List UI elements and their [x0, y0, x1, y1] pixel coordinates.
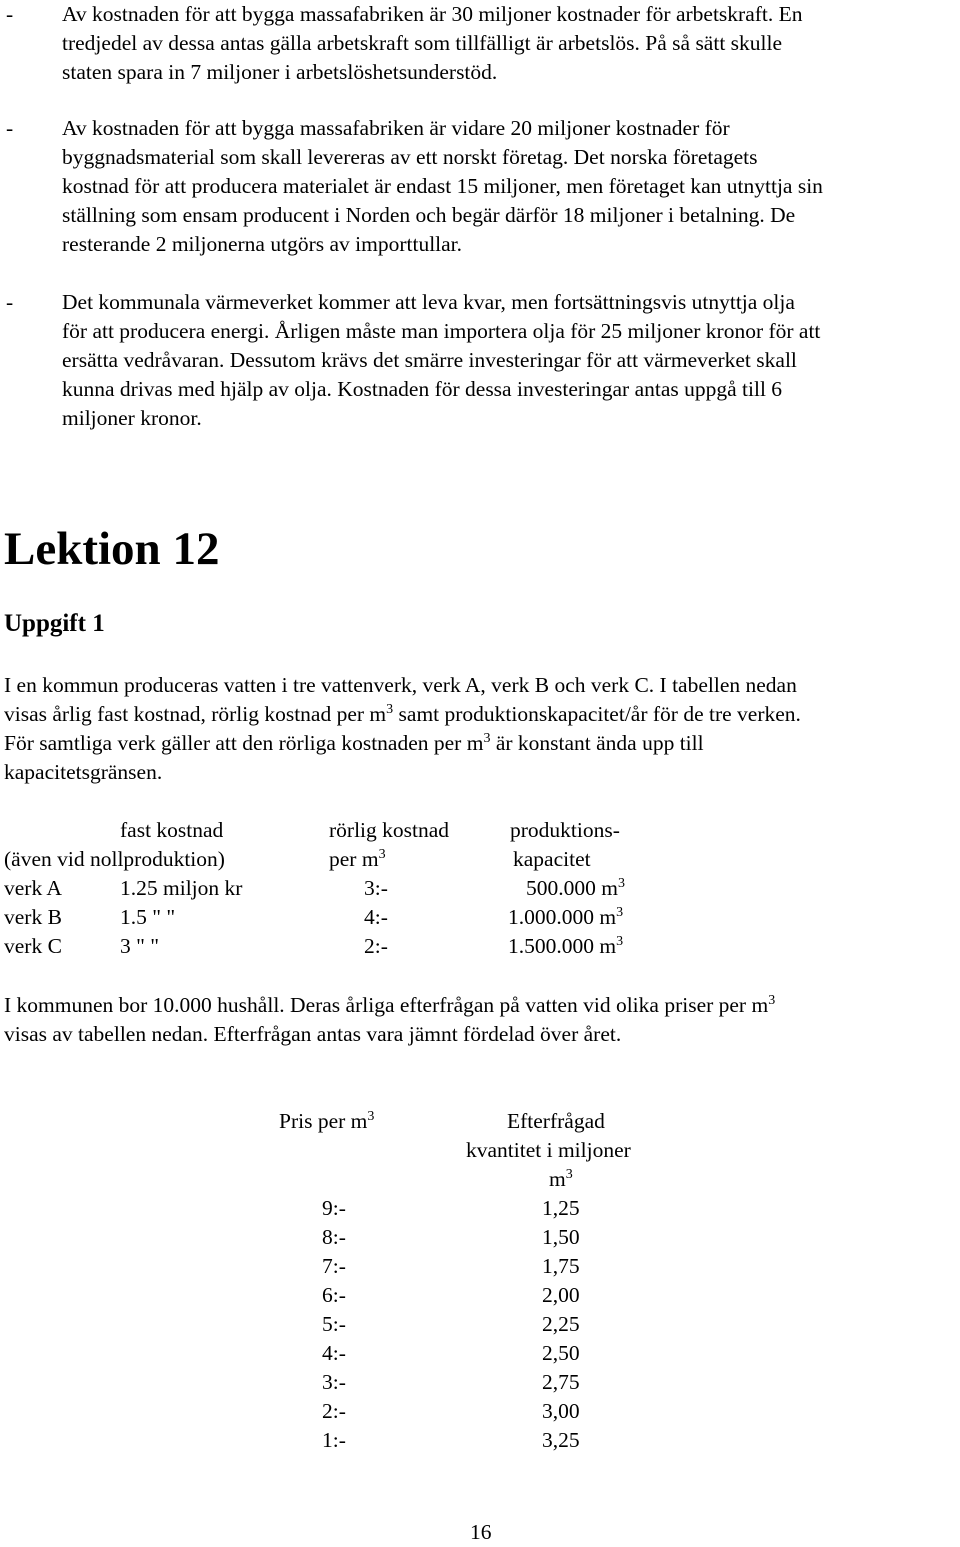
quantity-value: 2,50	[542, 1341, 580, 1365]
price-value: 1:-	[322, 1428, 346, 1452]
text-line: Av kostnaden för att bygga massafabriken är vidare 20 miljoner kostnader för	[62, 116, 730, 140]
header-quantity: Efterfrågad	[507, 1109, 605, 1133]
text-line: byggnadsmaterial som skall levereras av ett norskt företag. Det norska företagets	[62, 145, 758, 169]
page-number: 16	[470, 1520, 492, 1544]
plant-name: verk B	[4, 905, 62, 929]
header-fixed-cost: fast kostnad	[120, 818, 224, 842]
header-variable-cost: rörlig kostnad	[329, 818, 450, 842]
quantity-value: 2,00	[542, 1283, 580, 1307]
quantity-value: 3,00	[542, 1399, 580, 1423]
text-line: miljoner kronor.	[62, 406, 202, 430]
text-line: Av kostnaden för att bygga massafabriken är 30 miljoner kostnader för arbetskraft. En	[62, 2, 803, 26]
price-value: 4:-	[322, 1341, 346, 1365]
plant-name: verk C	[4, 934, 62, 958]
bullet-text	[62, 288, 960, 433]
text-line: tredjedel av dessa antas gälla arbetskraft som tillfälligt är arbetslös. På så sätt skulle	[62, 31, 783, 55]
quantity-value: 2,25	[542, 1312, 580, 1336]
text-line: ersätta vedråvaran. Dessutom krävs det smärre investeringar för att värmeverket skall	[62, 348, 797, 372]
text-line: kapacitetsgränsen.	[4, 760, 163, 784]
text-line: staten spara in 7 miljoner i arbetslöshetsunderstöd.	[62, 60, 498, 84]
capacity-value: 1.500.000 $m^3$	[508, 934, 624, 958]
demand-paragraph	[4, 991, 954, 1049]
text-line: kunna drivas med hjälp av olja. Kostnaden för dessa investeringar antas uppgå till 6	[62, 377, 783, 401]
text-line: I en kommun produceras vatten i tre vattenverk, verk A, verk B och verk C. I tabellen nedan	[4, 673, 797, 697]
price-value: 9:-	[322, 1196, 346, 1220]
bullet-dash: -	[6, 2, 14, 26]
variable-cost-value: 3:-	[364, 876, 388, 900]
text-line: kostnad för att producera materialet är endast 15 miljoner, men företaget kan utnyttja sin	[62, 174, 823, 198]
quantity-value: 1,25	[542, 1196, 580, 1220]
text-line: ställning som ensam producent i Norden och begär därför 18 miljoner i betalning. De	[62, 203, 796, 227]
task-title: Uppgift 1	[4, 610, 105, 637]
header-price: Pris per $m^3$	[279, 1109, 375, 1133]
text-line: I kommunen bor 10.000 hushåll. Deras årliga efterfrågan på vatten vid olika priser per $m^3$	[4, 993, 776, 1017]
variable-cost-value: 2:-	[364, 934, 388, 958]
price-value: 3:-	[322, 1370, 346, 1394]
text-line: För samtliga verk gäller att den rörliga kostnaden per $m^3$ är konstant ända upp till	[4, 731, 704, 755]
text-line: resterande 2 miljonerna utgörs av importtullar.	[62, 232, 463, 256]
text-line: visas årlig fast kostnad, rörlig kostnad per $m^3$ samt produktionskapacitet/år för de tre verken.	[4, 702, 801, 726]
plant-name: verk A	[4, 876, 62, 900]
header-quantity-2: kvantitet i miljoner	[466, 1138, 631, 1162]
price-value: 7:-	[322, 1254, 346, 1278]
fixed-cost-value: 3 " "	[120, 934, 160, 958]
quantity-value: 3,25	[542, 1428, 580, 1452]
price-value: 2:-	[322, 1399, 346, 1423]
header-variable-unit: per $m^3$	[329, 847, 386, 871]
bullet-text	[62, 114, 960, 259]
text-line: visas av tabellen nedan. Efterfrågan antas vara jämnt fördelad över året.	[4, 1022, 622, 1046]
capacity-value: 500.000 $m^3$	[526, 876, 625, 900]
fixed-cost-value: 1.25 miljon kr	[120, 876, 243, 900]
intro-paragraph	[4, 671, 954, 787]
price-value: 6:-	[322, 1283, 346, 1307]
header-capacity: produktions-	[510, 818, 620, 842]
quantity-value: 1,75	[542, 1254, 580, 1278]
header-fixed-cost-note: (även vid nollproduktion)	[4, 847, 225, 871]
fixed-cost-value: 1.5 " "	[120, 905, 176, 929]
text-line: för att producera energi. Årligen måste man importera olja för 25 miljoner kronor för att	[62, 319, 821, 343]
bullet-dash: -	[6, 116, 14, 140]
quantity-value: 1,50	[542, 1225, 580, 1249]
variable-cost-value: 4:-	[364, 905, 388, 929]
lesson-title: Lektion 12	[4, 523, 220, 575]
quantity-value: 2,75	[542, 1370, 580, 1394]
bullet-text	[62, 0, 960, 87]
price-value: 8:-	[322, 1225, 346, 1249]
price-value: 5:-	[322, 1312, 346, 1336]
capacity-value: 1.000.000 $m^3$	[508, 905, 624, 929]
text-line: Det kommunala värmeverket kommer att leva kvar, men fortsättningsvis utnyttja olja	[62, 290, 795, 314]
bullet-dash: -	[6, 290, 14, 314]
header-capacity-2: kapacitet	[513, 847, 591, 871]
header-quantity-unit: $m^3$	[549, 1167, 573, 1191]
